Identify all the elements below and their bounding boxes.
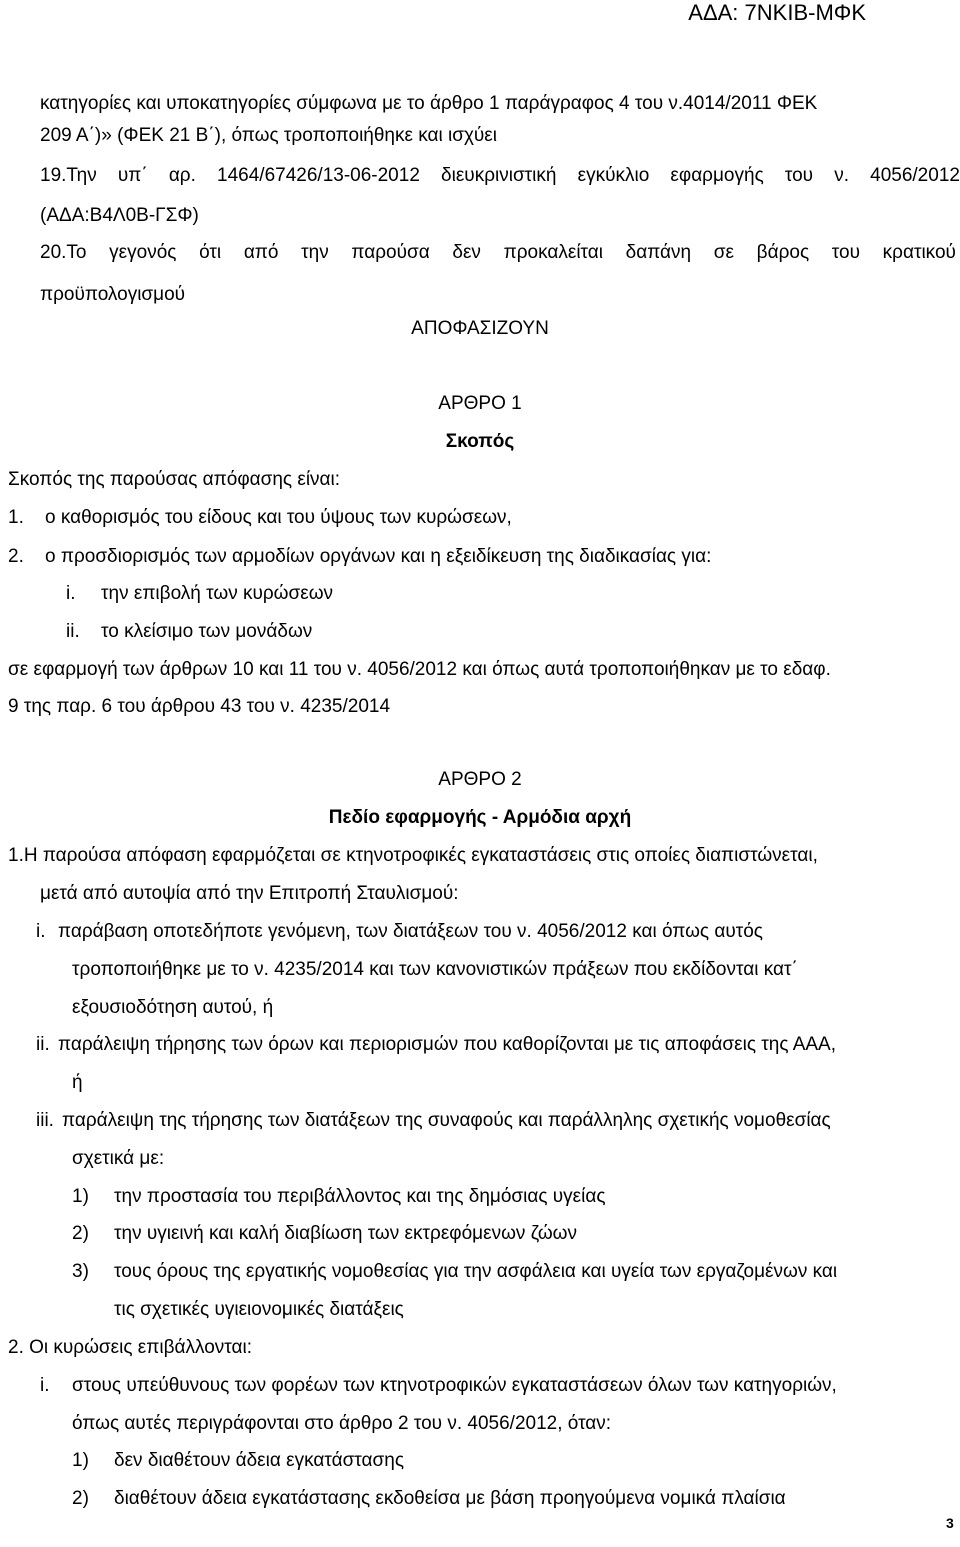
list-number: ii. <box>36 1034 50 1055</box>
article-1-heading: ΑΡΘΡΟ 1 <box>438 393 522 414</box>
list-number: 2) <box>72 1223 89 1244</box>
article-2-paragraph: 2. Οι κυρώσεις επιβάλλονται: <box>8 1337 253 1358</box>
preamble-line: (ΑΔΑ:Β4Λ0Β-ΓΣΦ) <box>40 205 199 226</box>
word: του <box>784 165 814 186</box>
list-item: ο καθορισμός του είδους και του ύψους των κυρώσεων, <box>45 507 512 528</box>
word: 1464/67426/13-06-2012 <box>217 165 420 186</box>
list-number: 2) <box>72 1488 89 1509</box>
list-item: τροποποιήθηκε με το ν. 4235/2014 και των κανονιστικών πράξεων που εκδίδονται κατ΄ <box>72 959 798 980</box>
word: δεν <box>452 242 481 263</box>
ada-code: ΑΔΑ: 7ΝΚΙΒ-ΜΦΚ <box>688 0 866 25</box>
list-number: 2. <box>8 546 24 567</box>
word: 4056/2012 <box>870 165 960 186</box>
list-number: 1. <box>8 507 24 528</box>
word: ν. <box>834 165 849 186</box>
word: διευκρινιστική <box>441 165 557 186</box>
list-item: τους όρους της εργατικής νομοθεσίας για την ασφάλεια και υγεία των εργαζομένων και <box>114 1261 838 1282</box>
preamble-item-19 <box>40 164 960 188</box>
word: σε <box>713 242 734 263</box>
list-item: παράλειψη τήρησης των όρων και περιορισμών που καθορίζονται με τις αποφάσεις της ΑΑΑ, <box>58 1034 837 1055</box>
page-number: 3 <box>946 1515 954 1531</box>
list-number: 1) <box>72 1186 89 1207</box>
list-item: παράβαση οποτεδήποτε γενόμενη, των διατάξεων του ν. 4056/2012 και όπως αυτός <box>58 921 763 942</box>
list-item: διαθέτουν άδεια εγκατάστασης εκδοθείσα με βάση προηγούμενα νομικά πλαίσια <box>114 1488 786 1509</box>
word: του <box>831 242 860 263</box>
word: προκαλείται <box>503 242 603 263</box>
list-number: i. <box>66 583 76 604</box>
article-1-closing: 9 της παρ. 6 του άρθρου 43 του ν. 4235/2014 <box>8 696 391 717</box>
word: παρούσα <box>351 242 430 263</box>
decide-heading: ΑΠΟΦΑΣΙΖΟΥΝ <box>411 318 549 339</box>
list-number: ii. <box>66 621 80 642</box>
list-number: 3) <box>72 1261 89 1282</box>
list-item: ή <box>72 1072 83 1093</box>
word: βάρος <box>756 242 810 263</box>
article-2-paragraph: 1.Η παρούσα απόφαση εφαρμόζεται σε κτηνοτροφικές εγκαταστάσεις στις οποίες διαπιστώνεται, <box>8 845 818 866</box>
word: 19.Την <box>40 165 97 186</box>
word: δαπάνη <box>625 242 692 263</box>
list-item: την προστασία του περιβάλλοντος και της δημόσιας υγείας <box>114 1186 606 1207</box>
list-item: την επιβολή των κυρώσεων <box>101 583 334 604</box>
list-item: την υγιεινή και καλή διαβίωση των εκτρεφόμενων ζώων <box>114 1223 577 1244</box>
word: την <box>301 242 329 263</box>
article-1-intro: Σκοπός της παρούσας απόφασης είναι: <box>8 469 341 490</box>
word: από <box>243 242 279 263</box>
list-number: 1) <box>72 1450 89 1471</box>
preamble-item-20 <box>40 241 956 265</box>
preamble-line: 209 Α΄)» (ΦΕΚ 21 Β΄), όπως τροποποιήθηκε και ισχύει <box>40 125 498 146</box>
article-2-paragraph: μετά από αυτοψία από την Επιτροπή Σταυλισμού: <box>40 883 459 904</box>
article-1-subheading: Σκοπός <box>445 431 515 452</box>
word: γεγονός <box>109 242 177 263</box>
article-2-heading: ΑΡΘΡΟ 2 <box>438 769 522 790</box>
word: εφαρμογής <box>670 165 764 186</box>
list-item: σχετικά με: <box>72 1148 165 1169</box>
word: αρ. <box>168 165 196 186</box>
word: ότι <box>199 242 222 263</box>
word: υπ΄ <box>117 165 148 186</box>
list-item: δεν διαθέτουν άδεια εγκατάστασης <box>114 1450 404 1471</box>
list-item: τις σχετικές υγιειονομικές διατάξεις <box>114 1299 404 1320</box>
preamble-line: κατηγορίες και υποκατηγορίες σύμφωνα με το άρθρο 1 παράγραφος 4 του ν.4014/2011 ΦΕΚ <box>40 93 818 114</box>
list-item: όπως αυτές περιγράφονται στο άρθρο 2 του ν. 4056/2012, όταν: <box>72 1413 612 1434</box>
word: εγκύκλιο <box>577 165 650 186</box>
list-item: στους υπεύθυνους των φορέων των κτηνοτροφικών εγκαταστάσεων όλων των κατηγοριών, <box>72 1375 837 1396</box>
word: κρατικού <box>882 242 956 263</box>
word: 20.Το <box>40 242 87 263</box>
preamble-line: προϋπολογισμού <box>40 284 186 305</box>
article-1-closing: σε εφαρμογή των άρθρων 10 και 11 του ν. 4056/2012 και όπως αυτά τροποποιήθηκαν με το εδαφ. <box>8 659 831 680</box>
list-number: i. <box>36 921 46 942</box>
list-item: ο προσδιορισμός των αρμοδίων οργάνων και η εξειδίκευση της διαδικασίας για: <box>45 546 712 567</box>
list-number: i. <box>40 1375 50 1396</box>
list-item: παράλειψη της τήρησης των διατάξεων της συναφούς και παράλληλης σχετικής νομοθεσίας <box>62 1110 831 1131</box>
list-item: το κλείσιμο των μονάδων <box>101 621 313 642</box>
list-item: εξουσιοδότηση αυτού, ή <box>72 997 274 1018</box>
list-number: iii. <box>36 1110 54 1131</box>
article-2-subheading: Πεδίο εφαρμογής - Αρμόδια αρχή <box>328 807 632 828</box>
